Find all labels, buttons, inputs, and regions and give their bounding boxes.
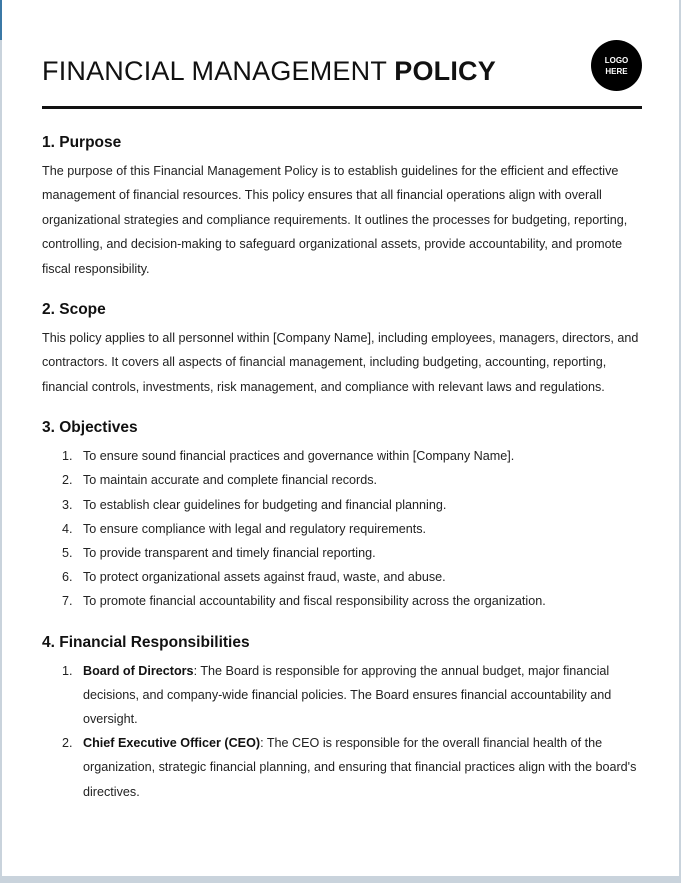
list-item: 1. Board of Directors: The Board is responsible for approving the annual budget, major financial decisions, and company-wide financial policies. The Board ensures financial accountability and oversight. [62,663,612,727]
section-scope [42,298,648,399]
list-item: 5. To provide transparent and timely financial reporting. [62,546,376,561]
header-divider [42,106,642,109]
section-heading: 4. Financial Responsibilities [42,633,250,651]
list-item: 6. To protect organizational assets against fraud, waste, and abuse. [62,570,446,585]
section-paragraph: This policy applies to all personnel within [Company Name], including employees, managers, directors, and contractors. It covers all aspects of financial management, including budgeting, accounting, reporting, financial controls, investments, risk management, and compliance with relevant laws and regulations. [42,331,639,394]
section-heading: 2. Scope [42,301,106,319]
document-header [42,40,642,110]
section-objectives [42,416,648,613]
section-heading: 1. Purpose [42,134,122,151]
list-item: 2. To maintain accurate and complete financial records. [62,473,378,488]
list-item: 4. To ensure compliance with legal and regulatory requirements. [62,521,427,536]
list-item: 3. To establish clear guidelines for budgeting and financial planning. [62,497,447,512]
section-heading: 3. Objectives [42,419,138,437]
list-item: 7. To promote financial accountability and fiscal responsibility across the organization. [62,594,546,609]
document-page [2,0,679,876]
page-title: FINANCIAL MANAGEMENT POLICY [42,56,496,86]
document-body [42,131,648,821]
responsibilities-list [42,659,648,804]
section-purpose [42,131,648,281]
objectives-list [42,444,648,613]
section-financial-responsibilities [42,631,648,804]
logo-placeholder: LOGO HERE [591,40,642,91]
list-item: 2. Chief Executive Officer (CEO): The CEO is responsible for the overall financial health of the organization, strategic financial planning, and ensuring that financial practices align with the board's directives. [62,736,637,799]
section-paragraph: The purpose of this Financial Management Policy is to establish guidelines for the efficient and effective management of financial resources. This policy ensures that all financial operations align with overall organizational strategies and compliance requirements. It outlines the processes for budgeting, reporting, controlling, and decision-making to safeguard organizational assets, provide accountability, and promote fiscal responsibility. [42,164,628,276]
list-item: 1. To ensure sound financial practices and governance within [Company Name]. [62,449,515,464]
